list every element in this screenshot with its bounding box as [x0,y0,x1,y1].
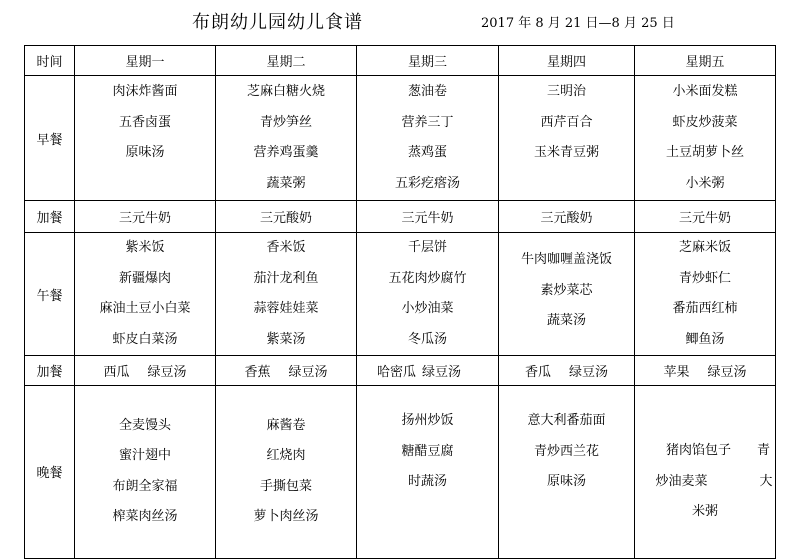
menu-item: 千层饼 [407,240,447,255]
menu-item: 手撕包菜 [259,478,312,494]
menu-item: 麻油土豆小白菜 [99,301,191,316]
menu-item: 五彩疙瘩汤 [394,175,460,191]
menu-item: 糖醋豆腐 [401,443,454,459]
menu-item: 肉沫炸酱面 [112,84,178,99]
menu-item: 香蕉 [244,365,271,380]
menu-item: 冬瓜汤 [407,331,447,347]
menu-item: 玉米青豆粥 [533,145,599,160]
breakfast-row [25,76,776,201]
menu-item: 牛肉咖喱盖浇饭 [520,252,612,267]
menu-item: 扬州炒饭 [401,413,454,428]
breakfast-thursday [499,76,635,201]
menu-item: 绿豆汤 [707,365,747,380]
menu-item: 苹果 [663,365,690,380]
date-range: 2017 年 8 月 21 日—8 月 25 日 [481,16,675,31]
menu-item: 茄汁龙利鱼 [253,270,319,286]
lunch-wednesday [357,233,499,356]
snack2-monday [75,356,216,386]
snack2-wednesday [357,356,499,386]
menu-item: 米粥 [691,504,718,519]
snack-thursday: 三元酸奶 [499,201,635,233]
menu-item: 营养三丁 [401,114,454,130]
lunch-monday [75,233,216,356]
menu-item: 新疆爆肉 [118,270,171,286]
menu-item: 鲫鱼汤 [685,331,725,347]
menu-item: 萝卜肉丝汤 [253,509,319,525]
snack-wednesday: 三元牛奶 [357,201,499,233]
menu-item: 炒油麦菜 大 [655,473,773,489]
breakfast-wednesday [357,76,499,201]
menu-item: 小米粥 [685,175,725,191]
snack-tuesday: 三元酸奶 [216,201,357,233]
dinner-monday [75,386,216,559]
menu-item: 麻酱卷 [266,417,306,433]
lunch-thursday [499,233,635,356]
menu-item: 蒸鸡蛋 [407,145,447,160]
page-title: 布朗幼儿园幼儿食谱 [192,12,363,33]
menu-item: 芝麻白糖火烧 [246,84,325,99]
dinner-row [25,386,776,559]
snack-monday: 三元牛奶 [75,201,216,233]
menu-item: 香瓜 [524,365,551,380]
header-friday: 星期五 [635,46,776,76]
menu-item: 虾皮炒菠菜 [672,114,738,130]
menu-item: 紫米饭 [125,240,165,255]
menu-item: 原味汤 [125,145,165,160]
menu-item: 素炒菜芯 [540,282,593,298]
menu-item: 虾皮白菜汤 [112,331,178,347]
menu-item: 小米面发糕 [672,84,738,99]
snack2-friday [635,356,776,386]
menu-item: 意大利番茄面 [527,413,606,428]
dinner-wednesday [357,386,499,559]
menu-item: 绿豆汤 [569,365,609,380]
snack-row-2 [25,356,776,386]
breakfast-label: 早餐 [25,76,75,201]
snack-label: 加餐 [25,201,75,233]
menu-item: 西瓜 [103,365,130,380]
menu-item: 哈密瓜 [377,365,417,380]
snack2-thursday [499,356,635,386]
header-wednesday: 星期三 [357,46,499,76]
snack-row-1 [25,201,776,233]
menu-item: 青炒虾仁 [678,270,731,286]
header-thursday: 星期四 [499,46,635,76]
lunch-tuesday [216,233,357,356]
menu-item: 番茄西红柿 [672,301,738,316]
menu-item: 蜜汁翅中 [118,448,171,464]
header-time: 时间 [25,46,75,76]
snack-friday: 三元牛奶 [635,201,776,233]
menu-item: 时蔬汤 [407,474,447,489]
menu-item: 小炒油菜 [401,301,454,316]
menu-item: 原味汤 [546,474,586,489]
menu-item: 蒜蓉娃娃菜 [253,301,319,316]
menu-item: 猪肉馅包子 青 [665,443,770,458]
dinner-tuesday [216,386,357,559]
menu-item: 红烧肉 [266,448,306,464]
menu-item: 绿豆汤 [288,365,328,380]
menu-item: 芝麻米饭 [678,240,731,255]
menu-item: 葱油卷 [407,84,447,99]
breakfast-monday [75,76,216,201]
menu-table [24,45,776,559]
menu-item: 蔬菜汤 [546,313,586,328]
snack-label: 加餐 [25,356,75,386]
header-tuesday: 星期二 [216,46,357,76]
lunch-label: 午餐 [25,233,75,356]
menu-item: 绿豆汤 [422,365,462,380]
dinner-friday [635,386,776,559]
menu-item: 土豆胡萝卜丝 [665,145,744,160]
menu-item: 营养鸡蛋羹 [253,145,319,160]
dinner-thursday [499,386,635,559]
menu-item: 全麦馒头 [118,417,171,433]
menu-item: 青炒笋丝 [259,114,312,130]
menu-item: 蔬菜粥 [266,175,306,191]
lunch-friday [635,233,776,356]
menu-item: 青炒西兰花 [533,443,599,459]
breakfast-friday [635,76,776,201]
menu-item: 五香卤蛋 [118,114,171,130]
menu-item: 布朗全家福 [112,478,178,494]
dinner-label: 晚餐 [25,386,75,559]
breakfast-tuesday [216,76,357,201]
menu-item: 榨菜肉丝汤 [112,509,178,525]
header-monday: 星期一 [75,46,216,76]
menu-item: 五花肉炒腐竹 [388,270,467,286]
menu-item: 紫菜汤 [266,331,306,347]
lunch-row [25,233,776,356]
menu-item: 绿豆汤 [147,365,187,380]
menu-item: 香米饭 [266,240,306,255]
snack2-tuesday [216,356,357,386]
menu-item: 西芹百合 [540,114,593,130]
menu-item: 三明治 [546,84,586,99]
header-row [25,46,776,76]
